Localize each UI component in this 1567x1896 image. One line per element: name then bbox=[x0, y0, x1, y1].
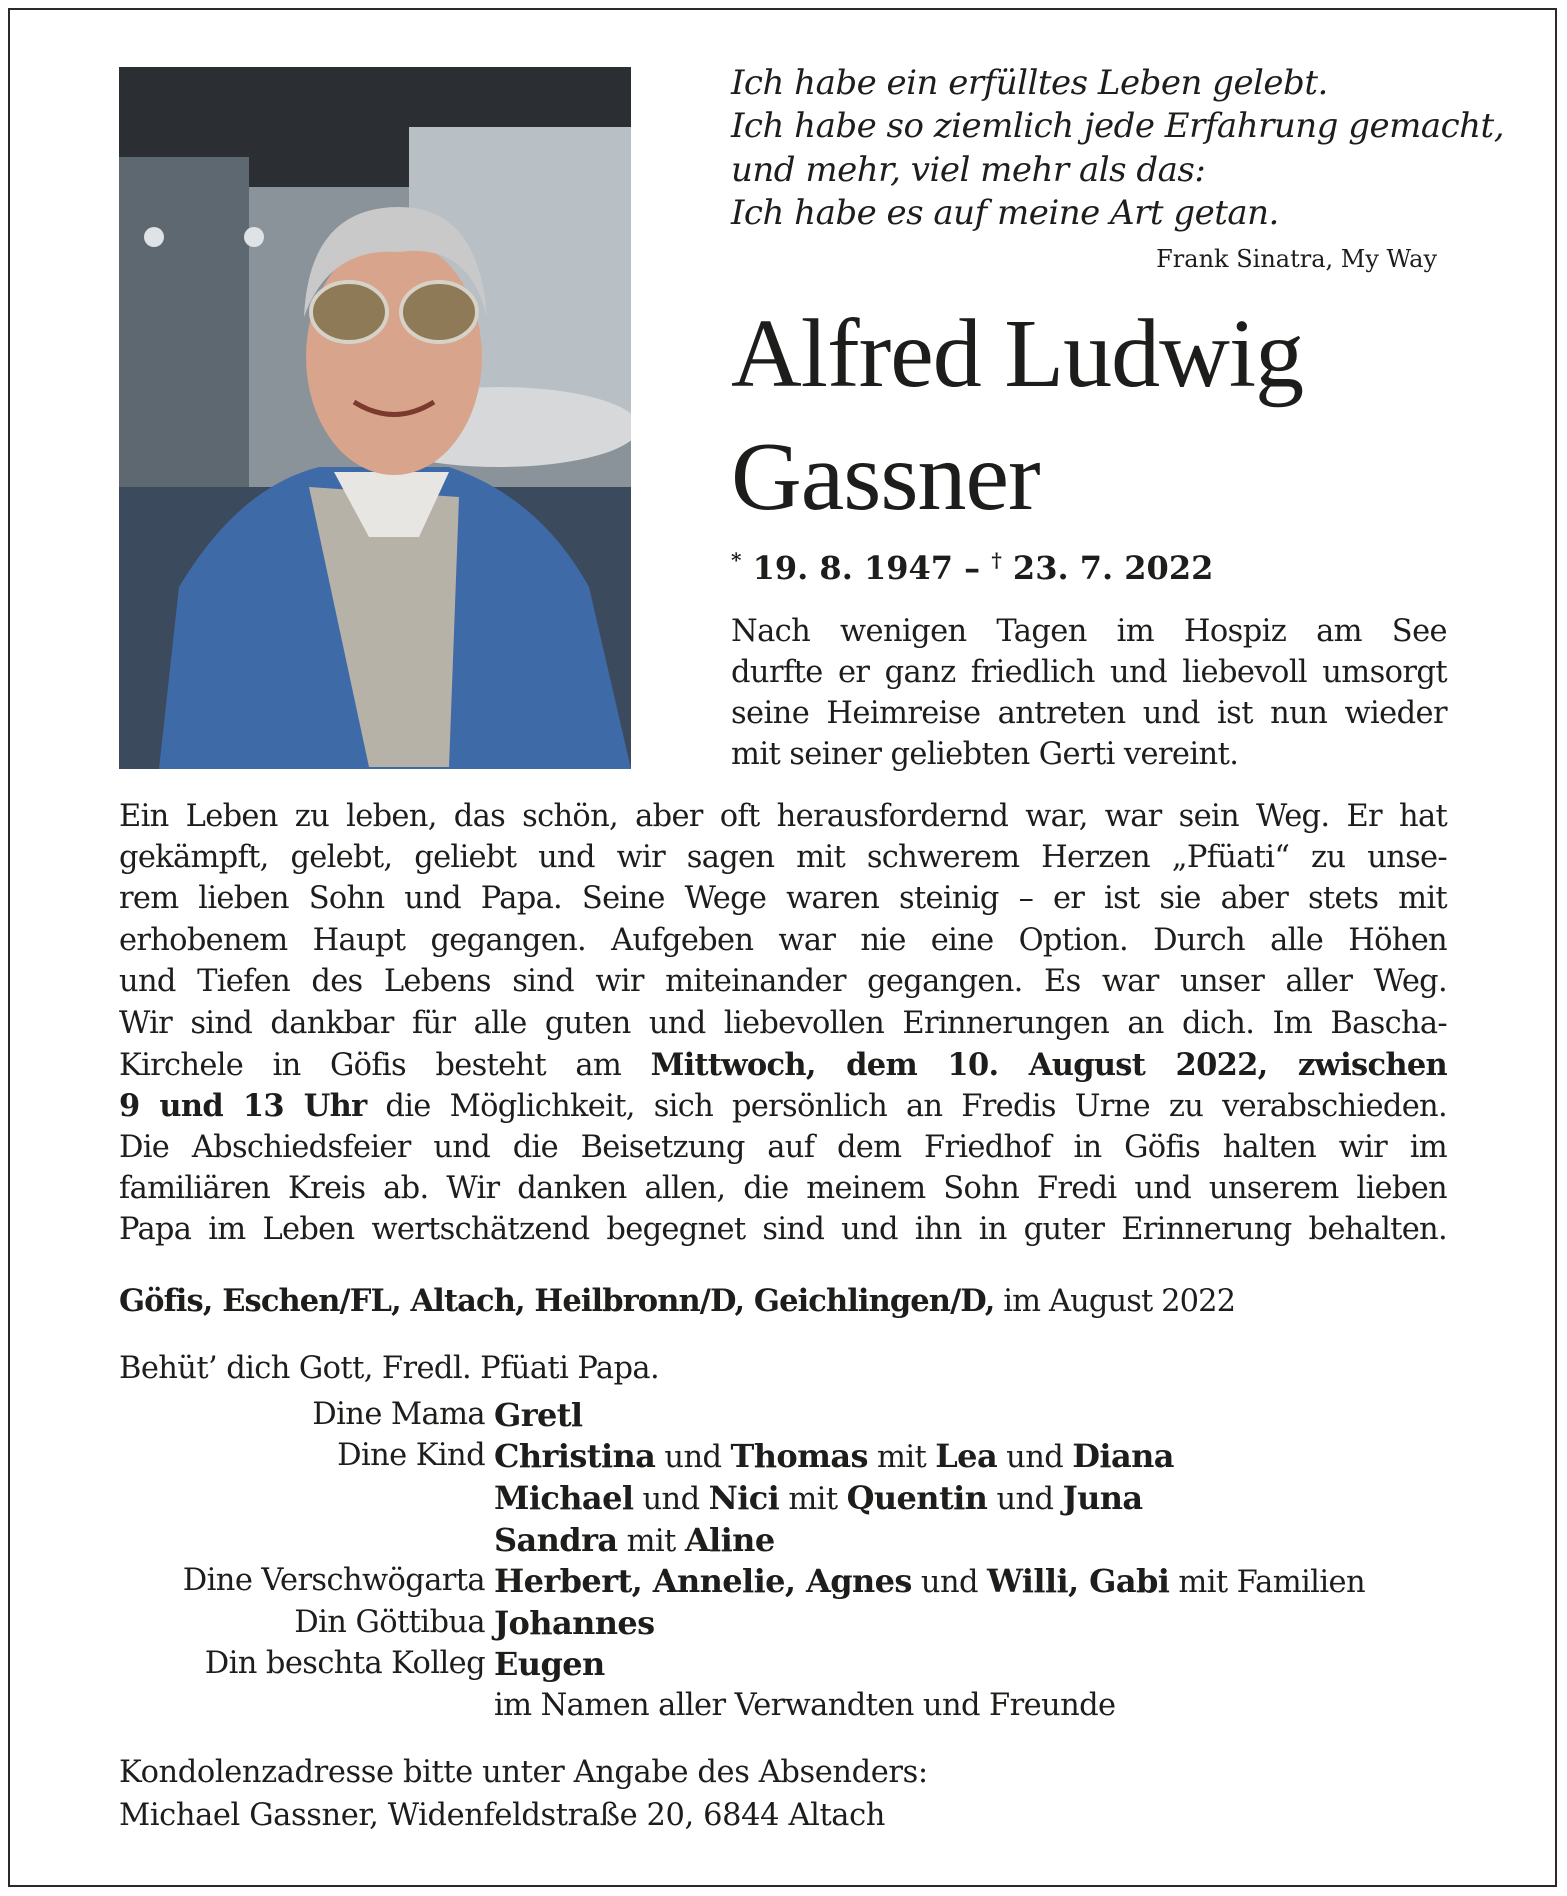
body-line-1: Ein Leben zu leben, das schön, aber oft herausfordernd war, war sein Weg. Er hat bbox=[119, 799, 1447, 834]
intro-line-1: Nach wenigen Tagen im Hospiz am See bbox=[731, 614, 1447, 649]
intro-line-2: durfte er ganz friedlich und liebevoll umsorgt bbox=[731, 655, 1447, 690]
grandchild-name: Aline bbox=[684, 1521, 775, 1559]
quote-line-1: Ich habe ein erfülltes Leben gelebt. bbox=[731, 63, 1328, 103]
connector: mit bbox=[617, 1524, 685, 1559]
birth-mark: * bbox=[731, 548, 742, 572]
life-dates bbox=[731, 548, 1213, 587]
family-label-goetti: Din Göttibua bbox=[294, 1605, 485, 1640]
connector: und bbox=[997, 1440, 1073, 1475]
body-line-2: gekämpft, gelebt, geliebt und wir sagen mit schwerem Herzen „Pfüati“ zu unse- bbox=[119, 840, 1447, 875]
intro-line-3: seine Heimreise antreten und ist nun wieder bbox=[731, 696, 1447, 731]
places-list: Göfis, Eschen/FL, Altach, Heilbronn/D, Geichlingen/D, bbox=[119, 1283, 995, 1319]
intro-line-4: mit seiner geliebten Gerti vereint. bbox=[731, 737, 1239, 772]
connector: mit bbox=[867, 1440, 936, 1475]
family-label-schwager: Dine Verschwögarta bbox=[182, 1563, 485, 1598]
family-label-mama: Dine Mama bbox=[312, 1397, 485, 1432]
body-line-5: und Tiefen des Lebens sind wir miteinander gegangen. Es war unser aller Weg. bbox=[119, 964, 1447, 999]
portrait-image bbox=[119, 67, 631, 769]
child-name: Michael bbox=[494, 1479, 634, 1517]
body-line-8 bbox=[119, 1088, 1447, 1125]
quote-line-4: Ich habe es auf meine Art getan. bbox=[731, 193, 1279, 233]
connector: und bbox=[633, 1482, 709, 1517]
connector: mit bbox=[779, 1482, 847, 1517]
condolence-note: Kondolenzadresse bitte unter Angabe des Absenders: bbox=[119, 1755, 928, 1790]
death-mark: † bbox=[991, 548, 1002, 572]
godson-name: Johannes bbox=[494, 1604, 655, 1642]
places-line bbox=[119, 1283, 1447, 1319]
body-line-11: Papa im Leben wertschätzend begegnet sind und ihn in guter Erinnerung behalten. bbox=[119, 1212, 1447, 1247]
grandchild-name: Diana bbox=[1072, 1437, 1174, 1475]
child-name: Nici bbox=[708, 1479, 780, 1517]
child-name: Thomas bbox=[730, 1437, 868, 1475]
connector: und bbox=[655, 1440, 731, 1475]
child-name: Christina bbox=[494, 1437, 656, 1475]
deceased-name-line-1: Alfred Ludwig bbox=[731, 300, 1304, 408]
birth-date: 19. 8. 1947 bbox=[752, 549, 954, 587]
portrait-photo bbox=[119, 67, 631, 769]
service-date: Mittwoch, dem 10. August 2022, zwischen bbox=[650, 1047, 1447, 1083]
family-closing: im Namen aller Verwandten und Freunde bbox=[494, 1688, 1116, 1723]
family-mama bbox=[494, 1396, 583, 1434]
body-line-7-text: Kirchele in Göfis besteht am bbox=[119, 1048, 651, 1083]
service-time: 9 und 13 Uhr bbox=[119, 1088, 367, 1124]
family-schwager bbox=[494, 1562, 1365, 1600]
quote-line-3: und mehr, viel mehr als das: bbox=[731, 150, 1206, 190]
family-kind-row-1 bbox=[494, 1437, 1174, 1475]
quote-author: Frank Sinatra, My Way bbox=[1156, 245, 1437, 273]
connector: mit Familien bbox=[1169, 1565, 1365, 1600]
inlaw-names: Herbert, Annelie, Agnes bbox=[494, 1562, 912, 1600]
mama-name: Gretl bbox=[494, 1396, 583, 1434]
grandchild-name: Lea bbox=[935, 1437, 998, 1475]
condolence-address: Michael Gassner, Widenfeldstraße 20, 6844 Altach bbox=[119, 1798, 886, 1833]
family-kind-row-2 bbox=[494, 1479, 1143, 1517]
date-dash: – bbox=[964, 549, 981, 587]
family-kolleg bbox=[494, 1645, 605, 1683]
body-line-7 bbox=[119, 1047, 1447, 1084]
farewell-line: Behüt’ dich Gott, Fredl. Pfüati Papa. bbox=[119, 1351, 660, 1386]
family-label-kolleg: Din beschta Kolleg bbox=[204, 1646, 485, 1681]
child-name: Sandra bbox=[494, 1521, 618, 1559]
body-line-10: familiären Kreis ab. Wir danken allen, die meinem Sohn Fredi und unserem lieben bbox=[119, 1171, 1447, 1206]
body-line-4: erhobenem Haupt gegangen. Aufgeben war nie eine Option. Durch alle Höhen bbox=[119, 923, 1447, 958]
places-date: im August 2022 bbox=[994, 1284, 1236, 1319]
quote-line-2: Ich habe so ziemlich jede Erfahrung gemacht, bbox=[731, 106, 1505, 146]
connector: und bbox=[911, 1565, 988, 1600]
grandchild-name: Quentin bbox=[846, 1479, 988, 1517]
family-label-kind: Dine Kind bbox=[337, 1438, 485, 1473]
inlaw-names: Willi, Gabi bbox=[987, 1562, 1170, 1600]
family-goetti bbox=[494, 1604, 655, 1642]
deceased-name-line-2: Gassner bbox=[731, 423, 1040, 531]
friend-name: Eugen bbox=[494, 1645, 605, 1683]
body-line-8-text: die Möglichkeit, sich persönlich an Fredis Urne zu verabschieden. bbox=[366, 1089, 1447, 1124]
connector: und bbox=[987, 1482, 1063, 1517]
grandchild-name: Juna bbox=[1062, 1479, 1143, 1517]
family-kind-row-3 bbox=[494, 1521, 775, 1559]
death-date: 23. 7. 2022 bbox=[1012, 549, 1214, 587]
body-line-3: rem lieben Sohn und Papa. Seine Wege waren steinig – er ist sie aber stets mit bbox=[119, 881, 1447, 916]
body-line-9: Die Abschiedsfeier und die Beisetzung auf dem Friedhof in Göfis halten wir im bbox=[119, 1130, 1447, 1165]
body-line-6: Wir sind dankbar für alle guten und liebevollen Erinnerungen an dich. Im Bascha- bbox=[119, 1006, 1447, 1041]
